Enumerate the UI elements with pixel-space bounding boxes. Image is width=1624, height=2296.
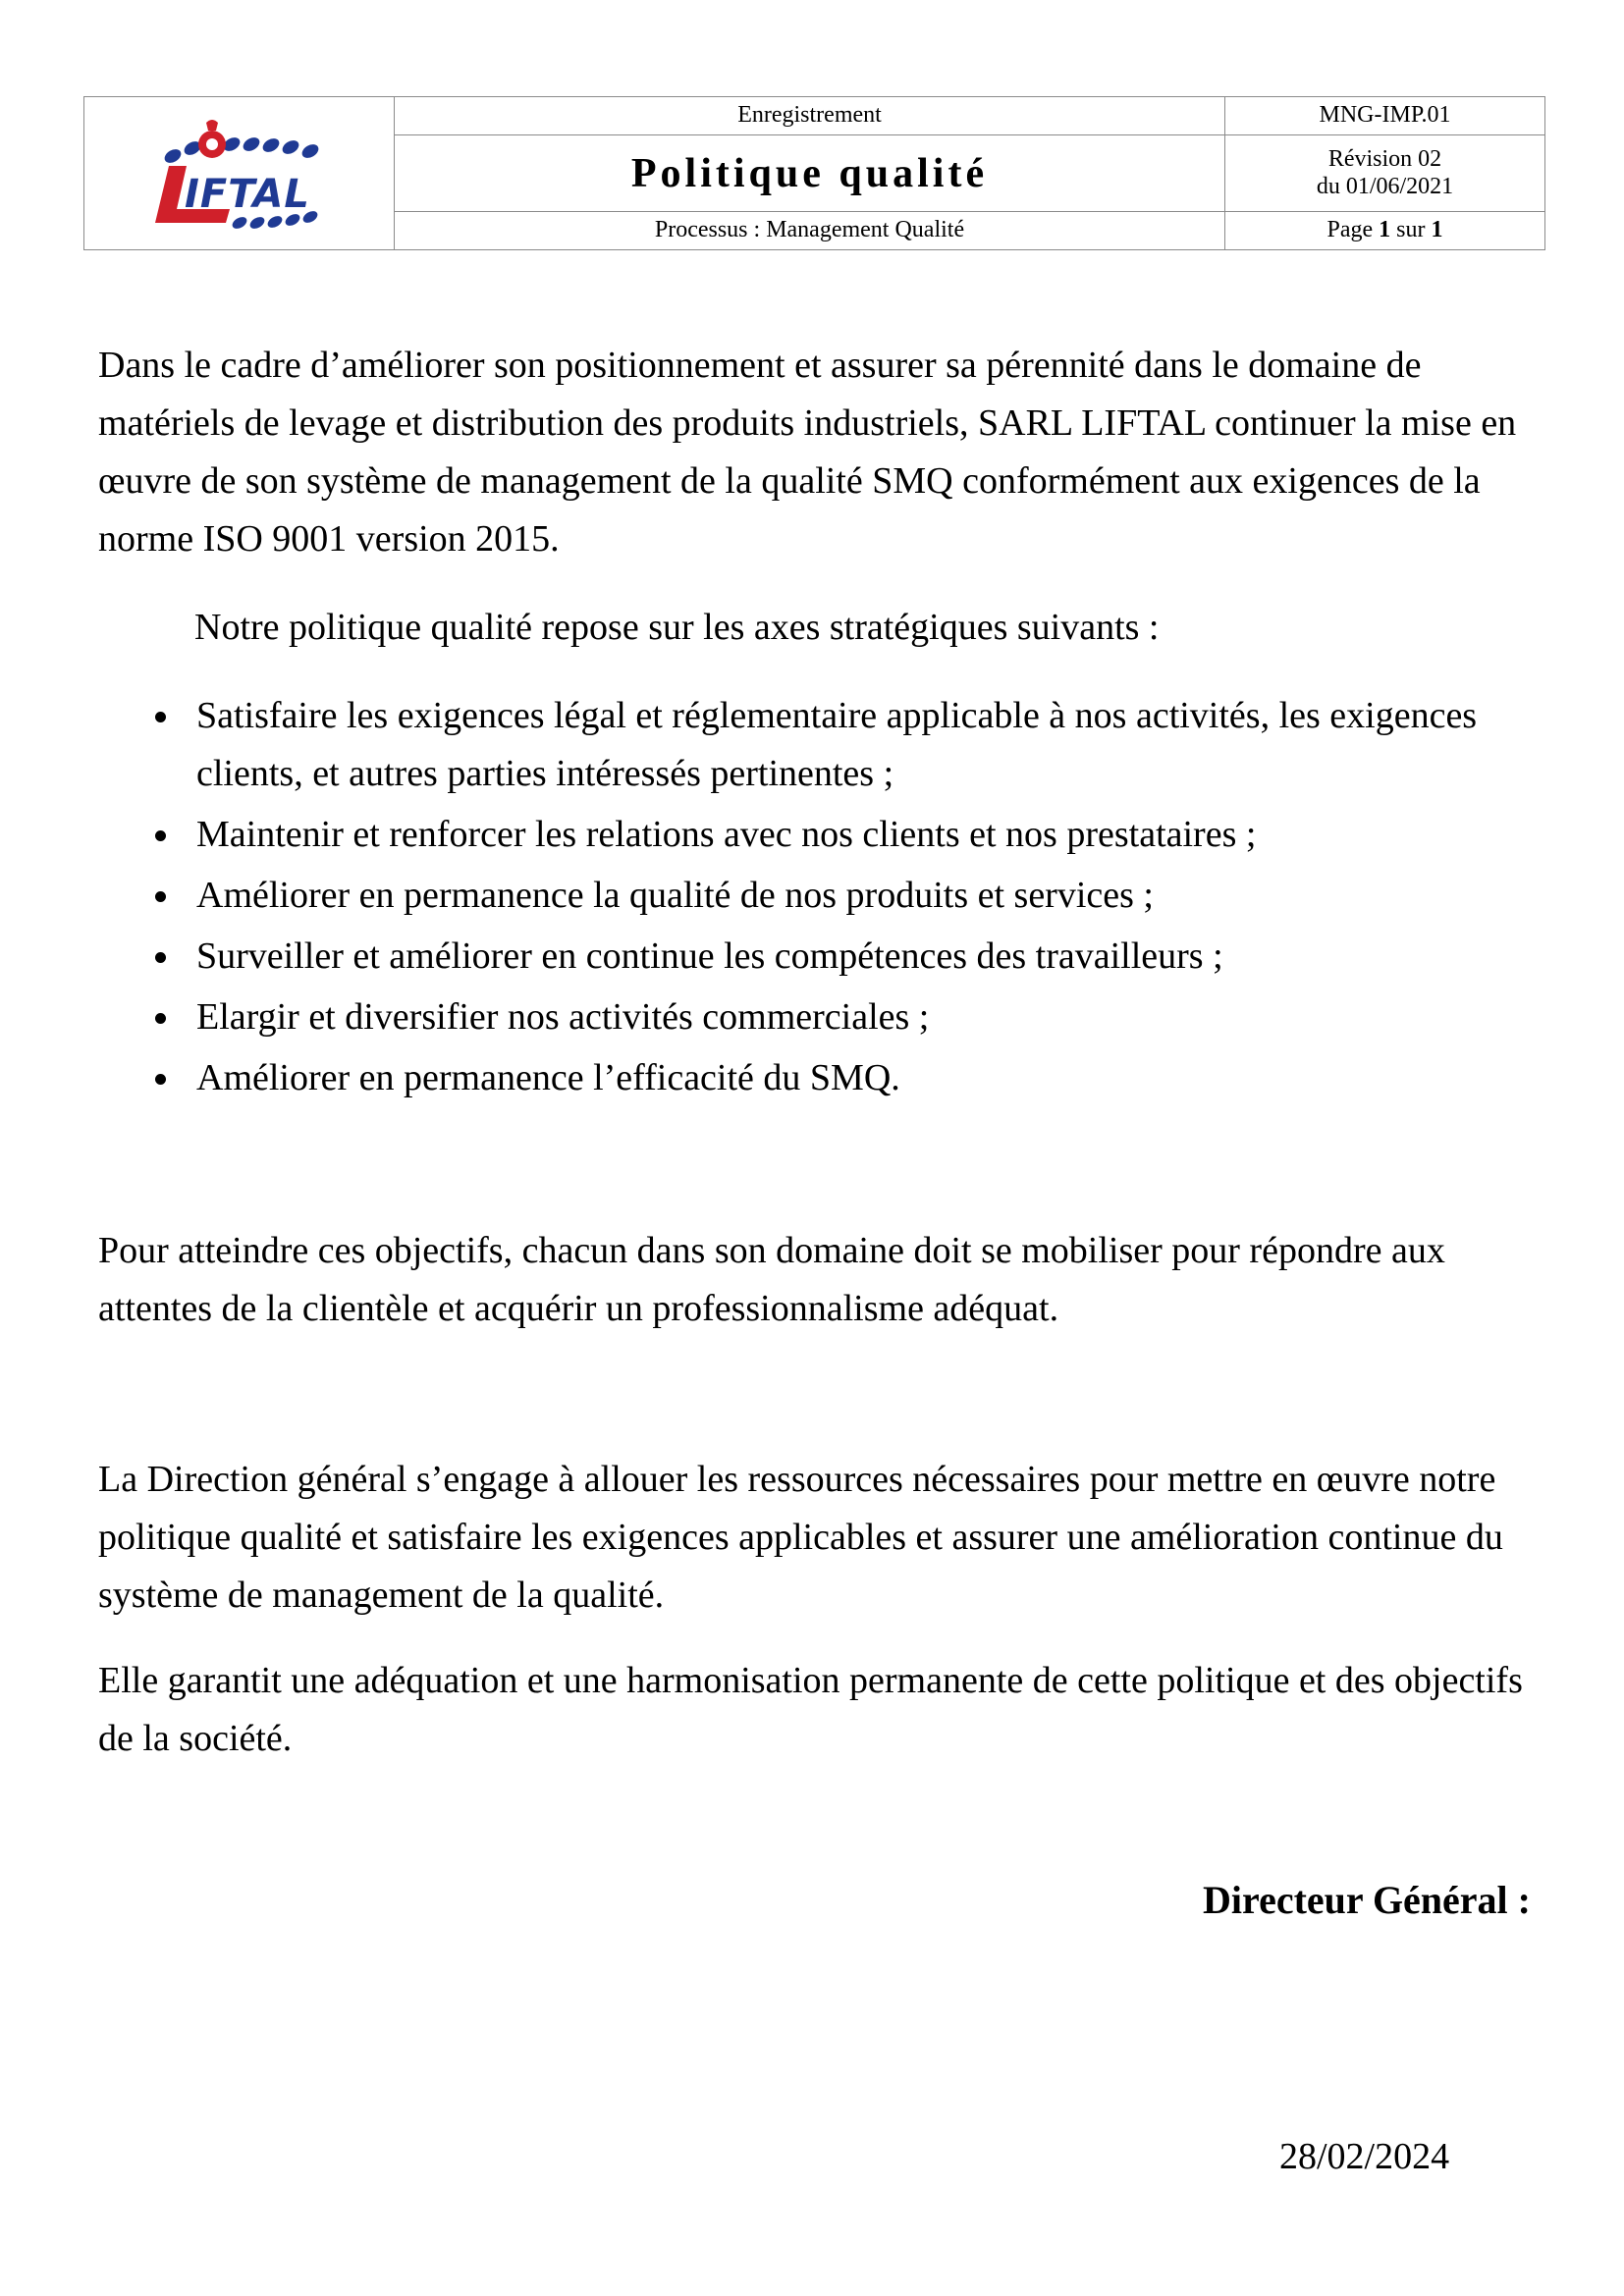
svg-text:IFTAL: IFTAL xyxy=(184,171,310,217)
bullet-icon xyxy=(155,712,166,722)
document-title: Politique qualité xyxy=(395,135,1225,212)
list-item-text: Surveiller et améliorer en continue les compétences des travailleurs ; xyxy=(196,935,1223,977)
bullet-icon xyxy=(155,1074,166,1085)
revision-date: du 01/06/2021 xyxy=(1316,173,1454,199)
intro-paragraph: Dans le cadre d’améliorer son positionnement et assurer sa pérennité dans le domaine de matériels de levage et distribution des produits industriels, SARL LIFTAL continuer la mise en œuvre de son système de management de la qualité SMQ conformément aux exigences de la norme ISO 9001 version 2015. xyxy=(98,345,1517,560)
document-date: 28/02/2024 xyxy=(1279,2136,1450,2177)
record-type: Enregistrement xyxy=(395,97,1225,135)
axes-list xyxy=(98,687,1551,1110)
revision-cell xyxy=(1225,135,1545,212)
objectives-paragraph: Pour atteindre ces objectifs, chacun dans son domaine doit se mobiliser pour répondre aux attentes de la clientèle et acquérir un professionnalisme adéquat. xyxy=(98,1230,1445,1329)
list-item xyxy=(98,687,1551,803)
page-separator: sur xyxy=(1390,217,1432,243)
list-item xyxy=(98,928,1551,986)
list-item xyxy=(98,988,1551,1046)
axes-intro-block xyxy=(98,599,1551,657)
axes-intro: Notre politique qualité repose sur les axes stratégiques suivants : xyxy=(194,607,1160,648)
doc-code: MNG-IMP.01 xyxy=(1225,97,1545,135)
commitment-paragraph: La Direction général s’engage à allouer les ressources nécessaires pour mettre en œuvre notre politique qualité et satisfaire les exigences applicables et assurer une amélioration continue du système de management de la qualité. xyxy=(98,1459,1503,1616)
liftal-logo xyxy=(141,115,338,233)
page-current: 1 xyxy=(1379,217,1391,243)
objectives-block xyxy=(98,1222,1551,1338)
bullet-icon xyxy=(155,952,166,963)
page-number xyxy=(1225,212,1545,250)
revision: Révision 02 xyxy=(1327,145,1442,172)
guarantee-block xyxy=(98,1652,1551,1768)
list-item xyxy=(98,1049,1551,1107)
commitment-block xyxy=(98,1451,1551,1625)
list-item xyxy=(98,867,1551,925)
list-item-text: Satisfaire les exigences légal et réglementaire applicable à nos activités, les exigences clients, et autres parties intéressés pertinentes ; xyxy=(196,695,1478,794)
intro-block xyxy=(98,337,1551,568)
list-item-text: Améliorer en permanence l’efficacité du SMQ. xyxy=(196,1057,900,1098)
list-item-text: Maintenir et renforcer les relations avec nos clients et nos prestataires ; xyxy=(196,814,1257,855)
guarantee-paragraph: Elle garantit une adéquation et une harmonisation permanente de cette politique et des objectifs de la société. xyxy=(98,1660,1523,1759)
signature-label: Directeur Général : xyxy=(1203,1878,1531,1922)
list-item-text: Améliorer en permanence la qualité de nos produits et services ; xyxy=(196,875,1154,916)
process-label: Processus : Management Qualité xyxy=(395,212,1225,250)
list-item-text: Elargir et diversifier nos activités commerciales ; xyxy=(196,996,930,1038)
page-prefix: Page xyxy=(1326,217,1380,243)
document-header-table xyxy=(83,96,1545,250)
bullet-icon xyxy=(155,1013,166,1024)
bullet-icon xyxy=(155,830,166,841)
logo-cell xyxy=(84,97,395,250)
page-total: 1 xyxy=(1431,217,1443,243)
bullet-icon xyxy=(155,891,166,902)
list-item xyxy=(98,806,1551,864)
